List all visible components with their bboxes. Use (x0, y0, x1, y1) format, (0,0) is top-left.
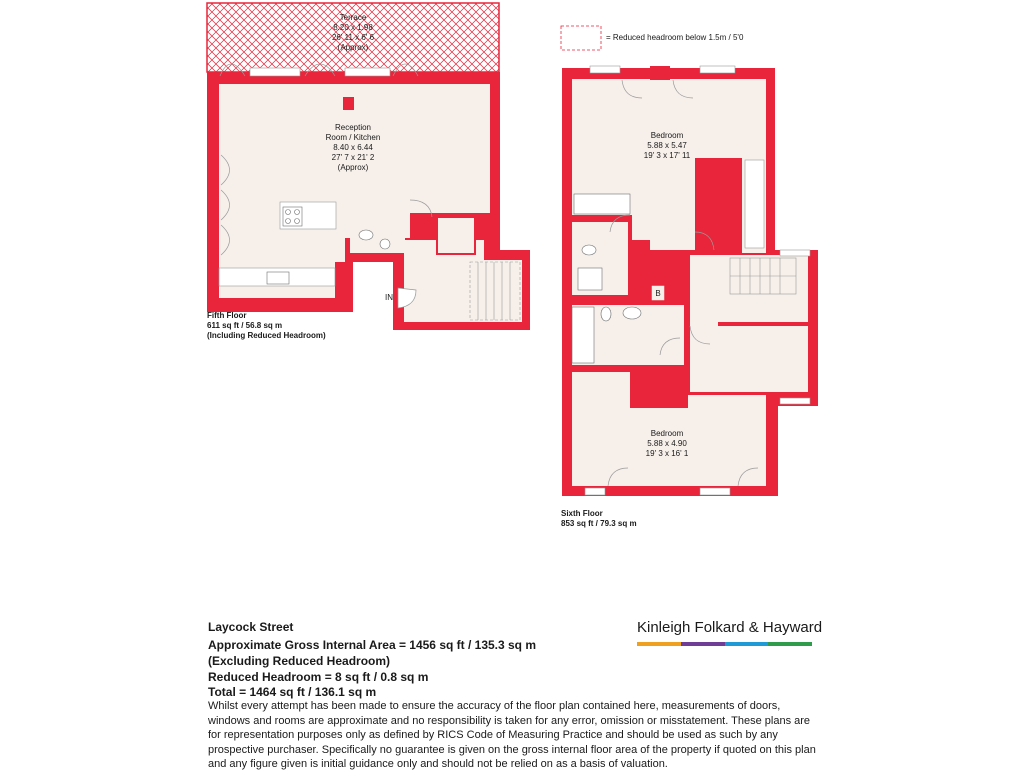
bathroom-toilet-icon (601, 307, 611, 321)
excluding-reduced-headroom: (Excluding Reduced Headroom) (208, 654, 391, 668)
bedroom1-metric: 5.88 x 5.47 (647, 141, 687, 150)
terrace-metric: 8.20 x 1.98 (333, 23, 373, 32)
fifth-floor-plan (207, 3, 530, 340)
reception-note: (Approx) (337, 163, 369, 172)
logo-bar-segment-1 (637, 642, 681, 646)
terrace-name: Terrace (339, 13, 367, 22)
gross-internal-area: Approximate Gross Internal Area = 1456 sq ft / 135.3 sq m (208, 638, 537, 652)
kitchen-island (280, 202, 336, 229)
logo-bar-segment-2 (681, 642, 725, 646)
bathroom-basin-icon (623, 307, 641, 319)
reduced-headroom-legend-swatch (561, 26, 601, 50)
bedroom1-name: Bedroom (650, 131, 684, 140)
bedroom2-name: Bedroom (650, 429, 684, 438)
terrace-note: (Approx) (337, 43, 369, 52)
disclaimer-text: Whilst every attempt has been made to ensure the accuracy of the floor plan contained here, measurements of doors, windows and rooms are approximate and no responsibility is taken for any error, omission or misstatement. These plans are for representation purposes only as defined by RICS Code of Measuring Practice and should be used as such by any prospective purchaser. Specifically no guarantee is given on the gross internal floor area of the property if quoted on this plan and any figure given is initial guidance only and should not be relied on as a basis of valuation. (208, 700, 816, 770)
storage-cupboard (437, 217, 475, 254)
total-area: Total = 1464 sq ft / 136.1 sq m (208, 685, 377, 699)
boiler-label: B (655, 289, 661, 298)
chimney-breast-2 (634, 486, 699, 496)
bedroom2-metric: 5.88 x 4.90 (647, 439, 687, 448)
logo-bar-segment-3 (725, 642, 769, 646)
bathroom-bath-icon (572, 307, 594, 363)
sixth-floor-name: Sixth Floor (561, 509, 603, 518)
column (343, 97, 354, 110)
terrace-imperial: 26' 11 x 6' 6 (331, 33, 375, 42)
reduced-headroom-area: Reduced Headroom = 8 sq ft / 0.8 sq m (208, 670, 429, 684)
property-title: Laycock Street (208, 620, 294, 634)
fifth-floor-name: Fifth Floor (207, 311, 247, 320)
fifth-floor-area: 611 sq ft / 56.8 sq m (207, 321, 283, 330)
agency-logo: Kinleigh Folkard & Hayward (637, 619, 823, 636)
sixth-floor-area: 853 sq ft / 79.3 sq m (561, 519, 637, 528)
toilet-icon (359, 230, 373, 240)
reception-imperial: 27' 7 x 21' 2 (331, 153, 375, 162)
entrance-label: IN (385, 293, 393, 302)
basin-icon (380, 239, 390, 249)
sixth-floor-plan (561, 66, 818, 528)
fifth-floor-note: (Including Reduced Headroom) (207, 331, 326, 340)
logo-bar-segment-4 (768, 642, 812, 646)
reception-name-line1: Reception (334, 123, 372, 132)
wardrobe (745, 160, 764, 248)
shower-icon (578, 268, 602, 290)
corridor-floor (690, 326, 808, 392)
kitchen-worktop (219, 268, 335, 286)
wc-room (350, 217, 405, 253)
bedroom1-imperial: 19' 3 x 17' 11 (643, 151, 691, 160)
reception-metric: 8.40 x 6.44 (333, 143, 373, 152)
column-2 (630, 372, 688, 408)
bedroom2-imperial: 19' 3 x 16' 1 (645, 449, 689, 458)
bath-icon (574, 194, 630, 214)
legend-text: = Reduced headroom below 1.5m / 5'0 (606, 33, 744, 42)
agency-logo-colour-bar (637, 642, 812, 646)
chimney-breast (650, 66, 670, 80)
reception-name-line2: Room / Kitchen (325, 133, 381, 142)
ensuite-basin-icon (582, 245, 596, 255)
